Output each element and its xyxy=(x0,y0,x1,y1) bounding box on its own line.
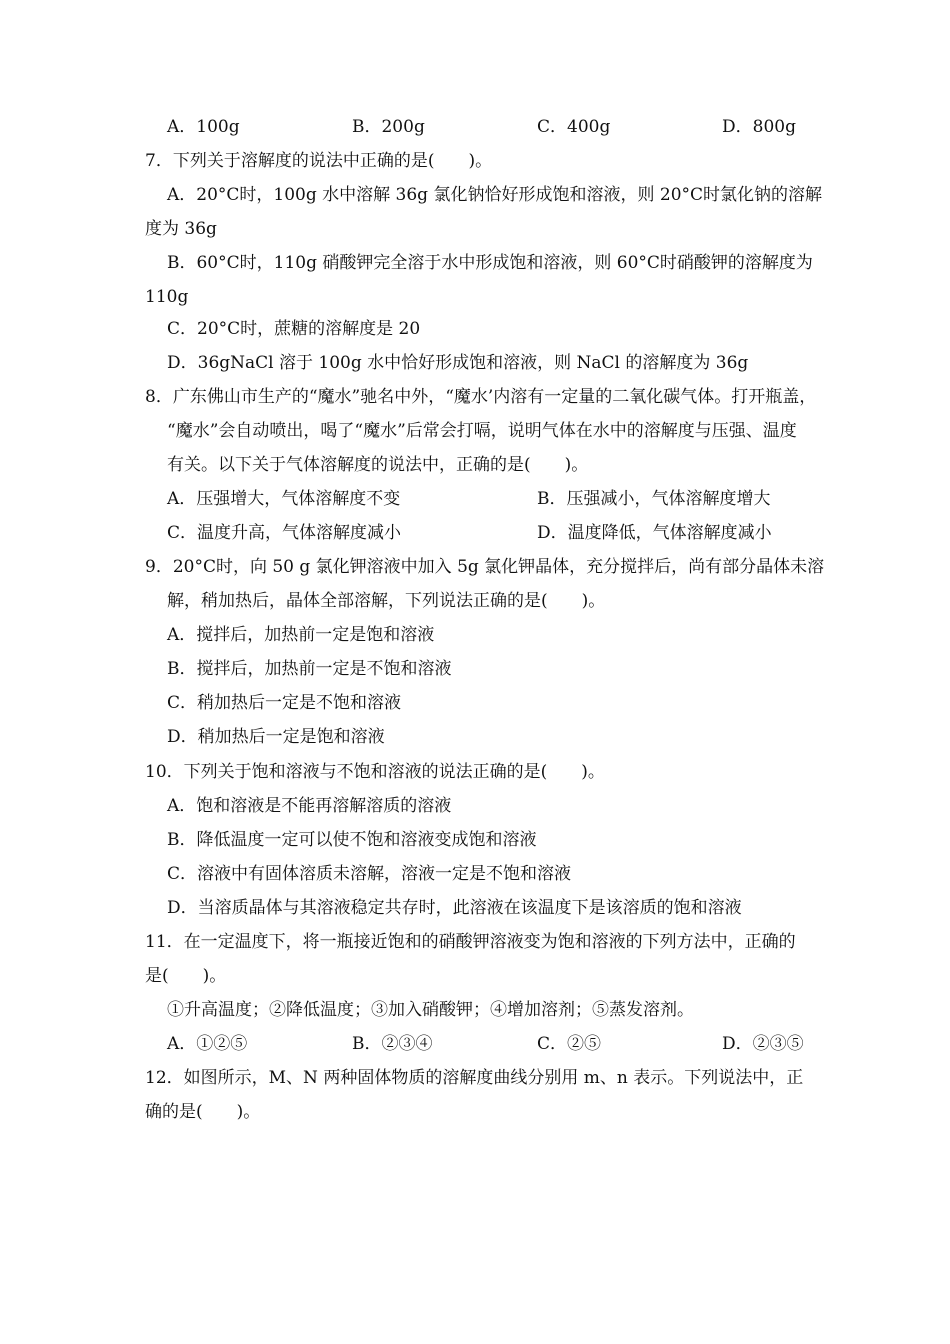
q11-option-b: B．②③④ xyxy=(352,1034,433,1054)
q11-stem-line1: 11．在一定温度下，将一瓶接近饱和的硝酸钾溶液变为饱和溶液的下列方法中，正确的 xyxy=(145,932,796,952)
q11-methods: ①升高温度；②降低温度；③加入硝酸钾；④增加溶剂；⑤蒸发溶剂。 xyxy=(167,1000,694,1020)
q12-stem-line2: 确的是( )。 xyxy=(145,1102,261,1122)
q8-option-d: D．温度降低，气体溶解度减小 xyxy=(537,523,772,543)
q10-option-a: A．饱和溶液是不能再溶解溶质的溶液 xyxy=(167,796,452,816)
q9-stem-line1: 9．20°C时，向 50 g 氯化钾溶液中加入 5g 氯化钾晶体，充分搅拌后，尚有部分晶体未溶 xyxy=(145,557,825,577)
q9-option-b: B．搅拌后，加热前一定是不饱和溶液 xyxy=(167,659,452,679)
q10-option-b: B．降低温度一定可以使不饱和溶液变成饱和溶液 xyxy=(167,830,537,850)
q9-stem-line2: 解，稍加热后，晶体全部溶解，下列说法正确的是( )。 xyxy=(167,591,606,611)
q10-stem: 10．下列关于饱和溶液与不饱和溶液的说法正确的是( )。 xyxy=(145,762,605,782)
q7-option-c: C．20°C时，蔗糖的溶解度是 20 xyxy=(167,319,421,339)
q7-option-a-line1: A．20°C时，100g 水中溶解 36g 氯化钠恰好形成饱和溶液，则 20°C时氯化钠的溶解 xyxy=(167,185,823,205)
q8-stem-line1: 8．广东佛山市生产的“魔水”驰名中外，“魔水’内溶有一定量的二氧化碳气体。打开瓶盖， xyxy=(145,387,817,407)
q6-option-c: C．400g xyxy=(537,117,611,137)
q7-option-b-line1: B．60°C时，110g 硝酸钾完全溶于水中形成饱和溶液，则 60°C时硝酸钾的溶解度为 xyxy=(167,253,813,273)
q8-option-c: C．温度升高，气体溶解度减小 xyxy=(167,523,402,543)
q12-stem-line1: 12．如图所示，M、N 两种固体物质的溶解度曲线分别用 m、n 表示。下列说法中，正 xyxy=(145,1068,804,1088)
q11-option-c: C．②⑤ xyxy=(537,1034,602,1054)
q6-option-d: D．800g xyxy=(722,117,796,137)
q6-option-b: B．200g xyxy=(352,117,425,137)
q8-option-b: B．压强减小，气体溶解度增大 xyxy=(537,489,771,509)
q7-option-a-line2: 度为 36g xyxy=(145,219,217,239)
q7-option-b-line2: 110g xyxy=(145,287,189,307)
q9-option-a: A．搅拌后，加热前一定是饱和溶液 xyxy=(167,625,435,645)
q9-option-d: D．稍加热后一定是饱和溶液 xyxy=(167,727,385,747)
q7-option-d: D．36gNaCl 溶于 100g 水中恰好形成饱和溶液，则 NaCl 的溶解度为 36g xyxy=(167,353,749,373)
q11-option-d: D．②③⑤ xyxy=(722,1034,804,1054)
q10-option-d: D．当溶质晶体与其溶液稳定共存时，此溶液在该温度下是该溶质的饱和溶液 xyxy=(167,898,742,918)
q11-stem-line2: 是( )。 xyxy=(145,966,227,986)
q9-option-c: C．稍加热后一定是不饱和溶液 xyxy=(167,693,402,713)
q11-option-a: A．①②⑤ xyxy=(167,1034,248,1054)
q8-stem-line2: “魔水”会自动喷出，喝了“魔水”后常会打嗝，说明气体在水中的溶解度与压强、温度 xyxy=(167,421,797,441)
q6-option-a: A．100g xyxy=(167,117,240,137)
q8-stem-line3: 有关。以下关于气体溶解度的说法中，正确的是( )。 xyxy=(167,455,589,475)
q7-stem: 7．下列关于溶解度的说法中正确的是( )。 xyxy=(145,151,493,171)
q10-option-c: C．溶液中有固体溶质未溶解，溶液一定是不饱和溶液 xyxy=(167,864,572,884)
q8-option-a: A．压强增大，气体溶解度不变 xyxy=(167,489,401,509)
